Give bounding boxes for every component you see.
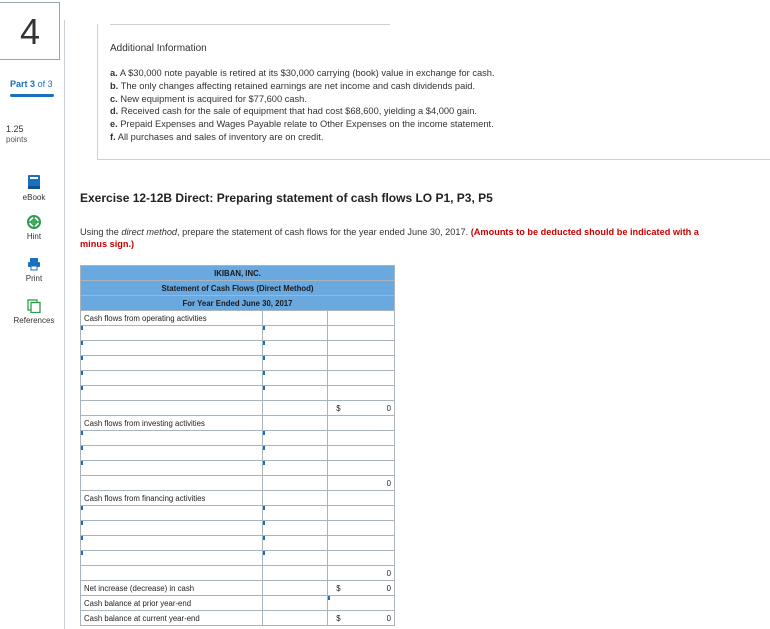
info-item-c xyxy=(110,93,495,106)
info-item-text: A $30,000 note payable is retired at its $30,000 carrying (book) value in exchange for cash. xyxy=(119,68,495,78)
investing-item-input[interactable] xyxy=(81,446,263,461)
dollar-sign: $ xyxy=(336,583,341,593)
total-cell xyxy=(328,326,395,341)
table-row xyxy=(81,371,395,386)
ebook-button[interactable] xyxy=(6,174,62,202)
total-cell xyxy=(328,506,395,521)
financing-label: Cash flows from financing activities xyxy=(81,491,263,506)
current-balance-label: Cash balance at current year-end xyxy=(81,611,263,626)
investing-total: 0 xyxy=(328,476,395,491)
table-row xyxy=(81,416,395,431)
operating-amount-input[interactable] xyxy=(263,326,328,341)
total-cell xyxy=(328,386,395,401)
amount-cell xyxy=(263,596,328,611)
total-cell xyxy=(328,356,395,371)
exercise-instructions xyxy=(80,227,710,250)
net-change-label: Net increase (decrease) in cash xyxy=(81,581,263,596)
info-item-text: Prepaid Expenses and Wages Payable relate to Other Expenses on the income statement. xyxy=(120,119,494,130)
references-icon xyxy=(27,299,41,313)
operating-amount-input[interactable] xyxy=(263,371,328,386)
label-cell xyxy=(81,401,263,416)
current-balance-total xyxy=(328,611,395,626)
table-row xyxy=(81,536,395,551)
current-balance-row xyxy=(81,611,395,626)
info-item-text: Received cash for the sale of equipment that had cost $68,600, yielding a $4,000 gain. xyxy=(120,106,477,117)
operating-item-input[interactable] xyxy=(81,386,263,401)
total-cell xyxy=(328,416,395,431)
table-row xyxy=(81,341,395,356)
info-item-a xyxy=(110,67,495,80)
financing-total: 0 xyxy=(328,566,395,581)
additional-info-title: Additional Information xyxy=(110,43,207,54)
hint-button[interactable] xyxy=(6,215,62,241)
statement-period: For Year Ended June 30, 2017 xyxy=(81,296,395,311)
table-row xyxy=(81,506,395,521)
total-cell xyxy=(328,341,395,356)
investing-total-row xyxy=(81,476,395,491)
points-label: points xyxy=(6,135,28,144)
financing-amount-input[interactable] xyxy=(263,551,328,566)
part-prefix: Part xyxy=(10,79,28,89)
amount-cell xyxy=(263,311,328,326)
statement-name: Statement of Cash Flows (Direct Method) xyxy=(81,281,395,296)
financing-item-input[interactable] xyxy=(81,506,263,521)
operating-total-row xyxy=(81,401,395,416)
info-item-e xyxy=(110,118,495,131)
hint-label: Hint xyxy=(26,232,42,241)
hint-icon xyxy=(27,215,41,229)
total-cell xyxy=(328,551,395,566)
dollar-sign: $ xyxy=(336,403,341,413)
investing-amount-input[interactable] xyxy=(263,461,328,476)
references-label: References xyxy=(13,316,55,325)
part-of: of 3 xyxy=(37,79,53,89)
total-cell xyxy=(328,311,395,326)
total-cell xyxy=(328,446,395,461)
operating-amount-input[interactable] xyxy=(263,386,328,401)
financing-amount-input[interactable] xyxy=(263,536,328,551)
instr-italic: direct method xyxy=(121,227,178,237)
info-item-b xyxy=(110,80,495,93)
prior-balance-label: Cash balance at prior year-end xyxy=(81,596,263,611)
net-change-total xyxy=(328,581,395,596)
financing-item-input[interactable] xyxy=(81,536,263,551)
instr-text-2: , prepare the statement of cash flows for the year ended June 30, 2017. xyxy=(177,227,471,237)
table-row xyxy=(81,311,395,326)
info-item-letter: f. xyxy=(110,131,116,142)
table-row xyxy=(81,551,395,566)
additional-info-list xyxy=(110,67,495,144)
part-progress-bar xyxy=(10,94,54,97)
net-change-row xyxy=(81,581,395,596)
current-balance-value: 0 xyxy=(386,613,391,623)
info-item-letter: d. xyxy=(110,106,119,117)
operating-item-input[interactable] xyxy=(81,341,263,356)
info-topline xyxy=(110,24,390,25)
financing-amount-input[interactable] xyxy=(263,521,328,536)
total-cell xyxy=(328,521,395,536)
investing-item-input[interactable] xyxy=(81,431,263,446)
info-item-letter: e. xyxy=(110,119,118,130)
operating-total-value: 0 xyxy=(386,403,391,413)
operating-amount-input[interactable] xyxy=(263,356,328,371)
exercise-title: Exercise 12-12B Direct: Preparing statement of cash flows LO P1, P3, P5 xyxy=(80,191,493,205)
book-icon xyxy=(27,174,41,190)
cash-flow-statement xyxy=(80,265,395,626)
info-item-letter: b. xyxy=(110,80,119,91)
table-row xyxy=(81,491,395,506)
investing-amount-input[interactable] xyxy=(263,431,328,446)
table-row xyxy=(81,431,395,446)
investing-amount-input[interactable] xyxy=(263,446,328,461)
table-row xyxy=(81,446,395,461)
table-row xyxy=(81,356,395,371)
left-rail xyxy=(0,0,64,629)
operating-item-input[interactable] xyxy=(81,371,263,386)
print-button[interactable] xyxy=(6,257,62,283)
company-name: IKIBAN, INC. xyxy=(81,266,395,281)
print-icon xyxy=(27,257,41,271)
investing-label: Cash flows from investing activities xyxy=(81,416,263,431)
info-item-f xyxy=(110,131,495,144)
dollar-sign: $ xyxy=(336,613,341,623)
prior-balance-input[interactable] xyxy=(328,596,395,611)
info-item-text: New equipment is acquired for $77,600 cash. xyxy=(120,93,307,104)
table-row xyxy=(81,386,395,401)
operating-item-input[interactable] xyxy=(81,356,263,371)
financing-amount-input[interactable] xyxy=(263,506,328,521)
points-value: 1.25 xyxy=(6,124,24,134)
print-label: Print xyxy=(25,274,43,283)
question-number-box xyxy=(0,2,60,60)
amount-cell xyxy=(263,416,328,431)
part-indicator xyxy=(10,79,53,89)
total-cell xyxy=(328,461,395,476)
part-current: 3 xyxy=(30,79,36,89)
instr-text: Using the xyxy=(80,227,122,237)
info-item-letter: a. xyxy=(110,68,118,78)
operating-amount-input[interactable] xyxy=(263,341,328,356)
total-cell xyxy=(328,491,395,506)
total-cell xyxy=(328,431,395,446)
operating-label: Cash flows from operating activities xyxy=(81,311,263,326)
question-number: 4 xyxy=(19,11,41,52)
label-cell xyxy=(81,566,263,581)
rail-divider xyxy=(64,20,65,629)
amount-cell xyxy=(263,491,328,506)
ebook-label: eBook xyxy=(22,193,46,202)
operating-item-input[interactable] xyxy=(81,326,263,341)
amount-cell xyxy=(263,611,328,626)
operating-total xyxy=(328,401,395,416)
financing-total-row xyxy=(81,566,395,581)
table-row xyxy=(81,461,395,476)
table-row xyxy=(81,521,395,536)
financing-item-input[interactable] xyxy=(81,521,263,536)
info-item-text: All purchases and sales of inventory are on credit. xyxy=(117,131,324,142)
label-cell xyxy=(81,476,263,491)
info-item-d xyxy=(110,105,495,118)
net-change-value: 0 xyxy=(386,583,391,593)
amount-cell xyxy=(263,476,328,491)
total-cell xyxy=(328,371,395,386)
amount-cell xyxy=(263,401,328,416)
amount-cell xyxy=(263,581,328,596)
financing-item-input[interactable] xyxy=(81,551,263,566)
amount-cell xyxy=(263,566,328,581)
total-cell xyxy=(328,536,395,551)
references-button[interactable] xyxy=(6,299,62,325)
investing-item-input[interactable] xyxy=(81,461,263,476)
instr-warning: (Amounts to be deducted should be indicated with a minus sign.) xyxy=(80,227,699,249)
table-row xyxy=(81,326,395,341)
info-item-text: The only changes affecting retained earnings are net income and cash dividends paid. xyxy=(120,80,476,91)
info-item-letter: c. xyxy=(110,93,118,104)
prior-balance-row xyxy=(81,596,395,611)
